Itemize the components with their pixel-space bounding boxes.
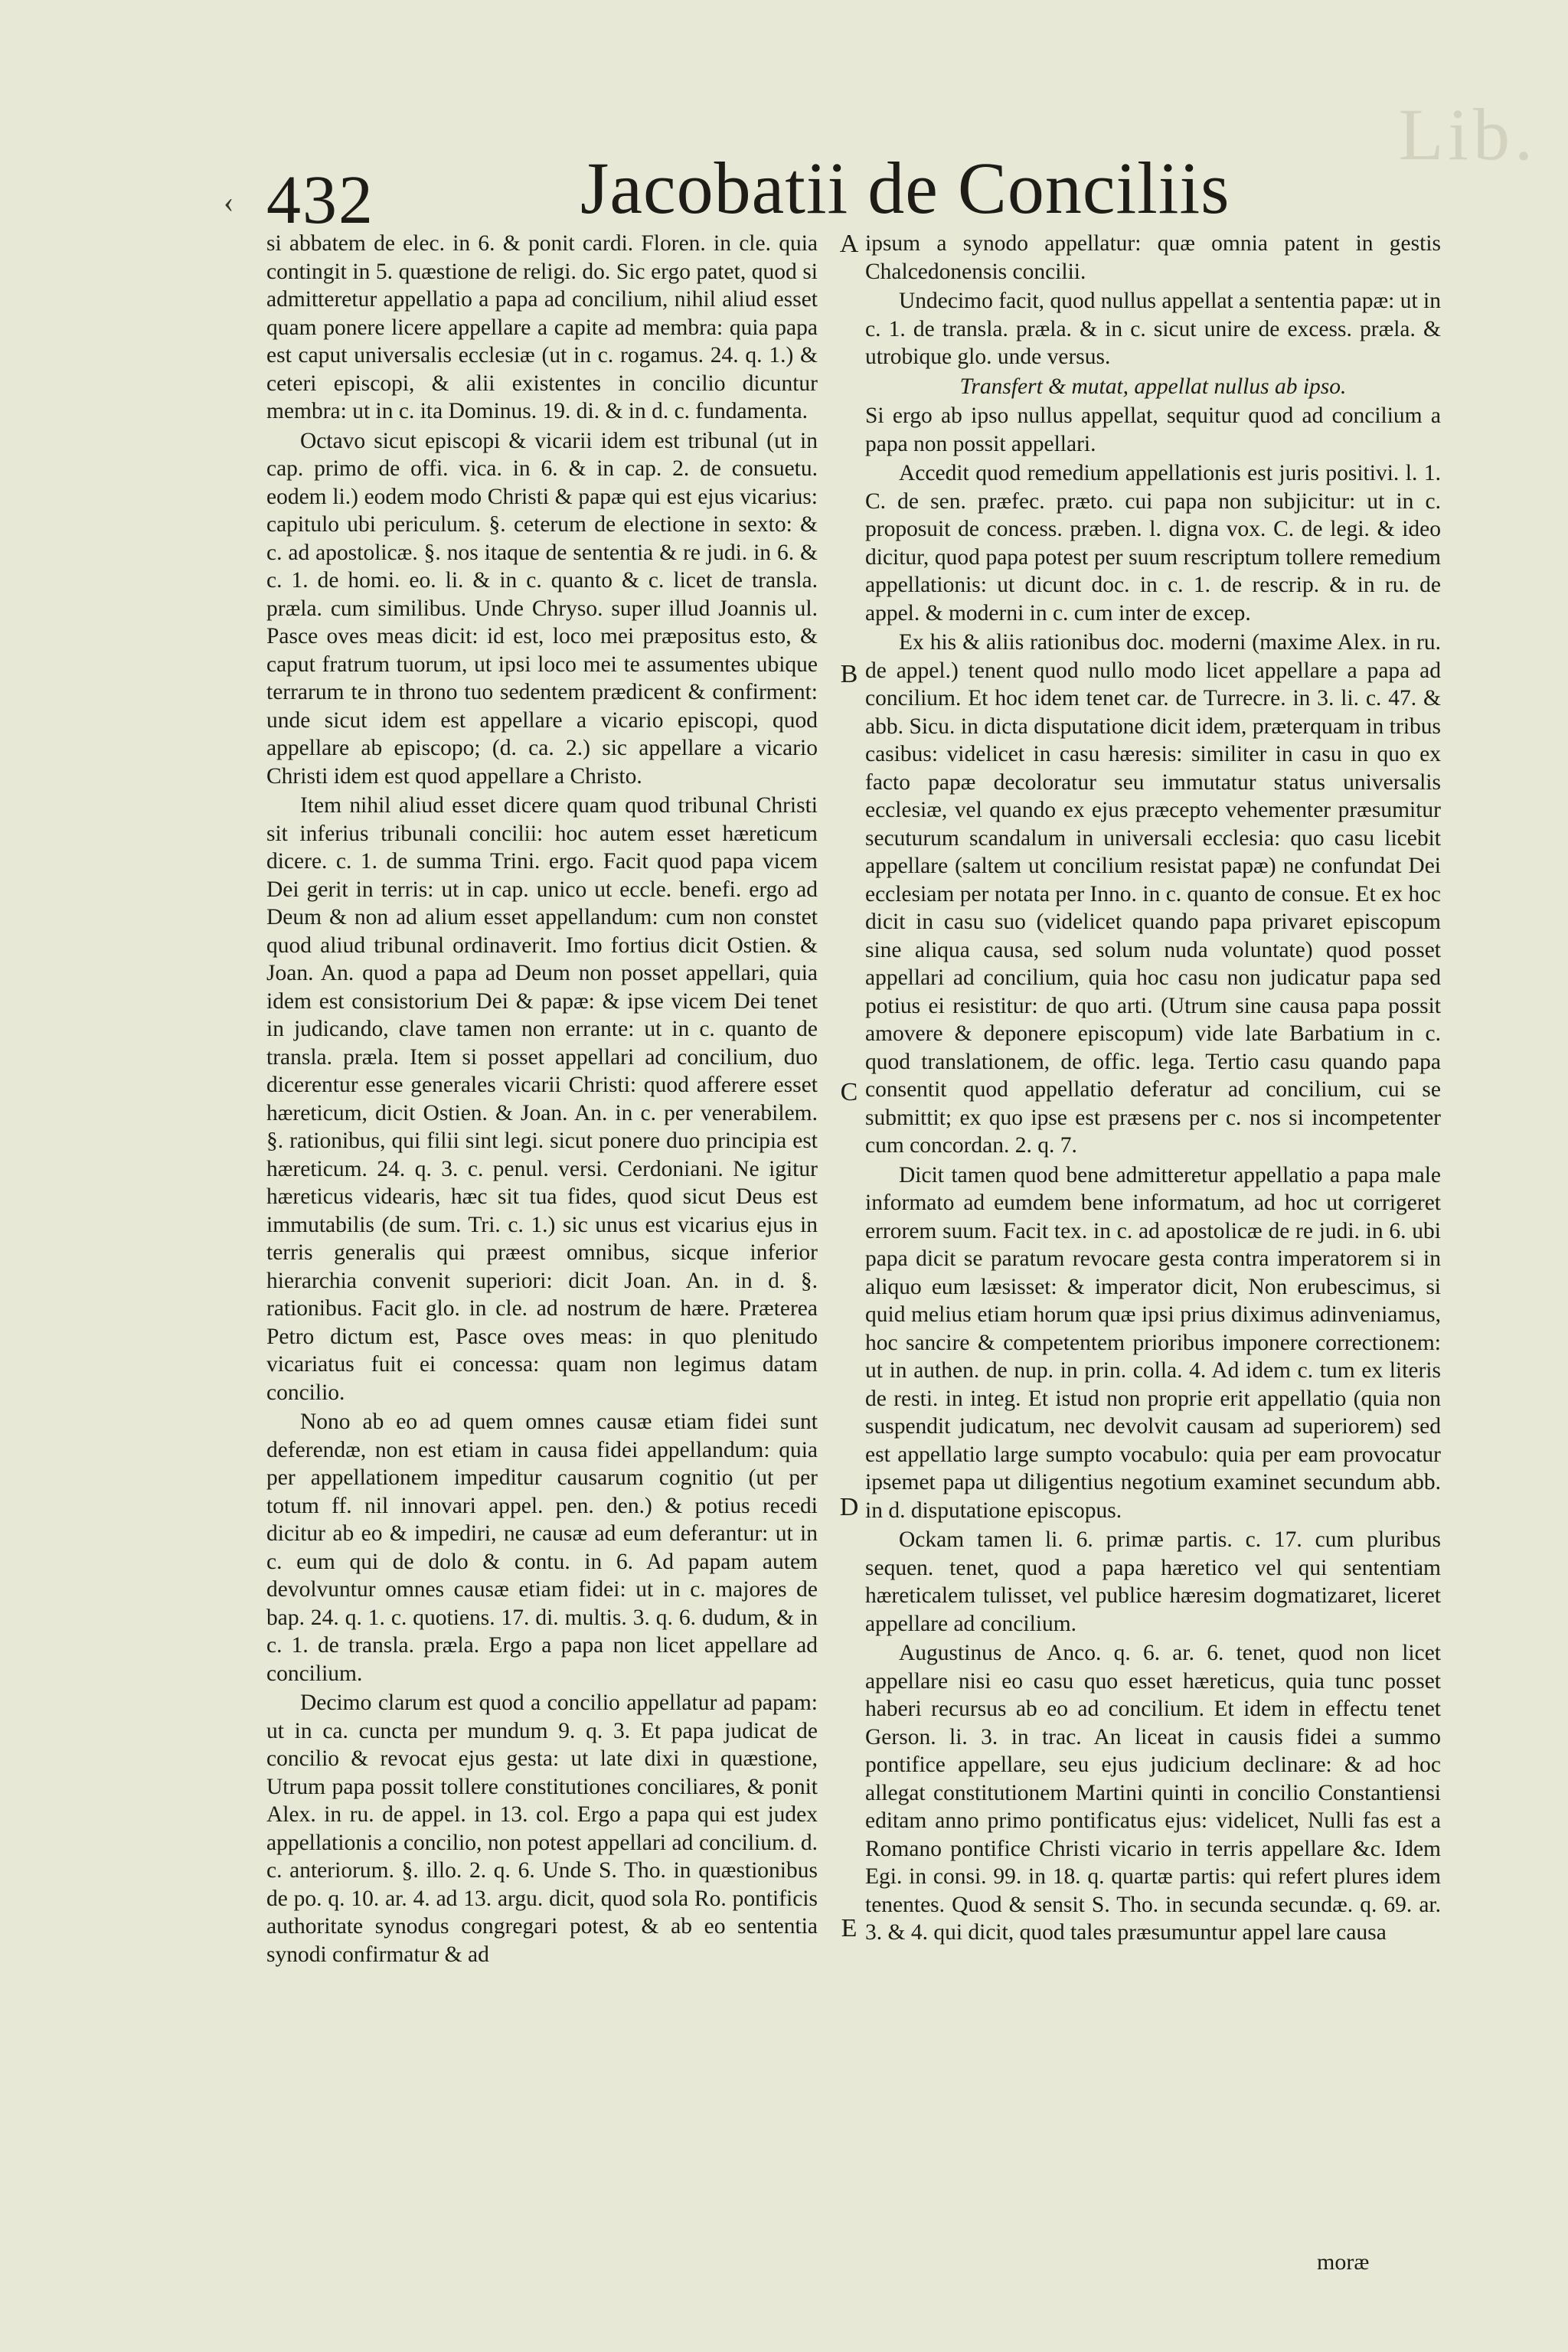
catchword: moræ [1317,2249,1370,2275]
paragraph: Item nihil aliud esset dicere quam quod tribunal Christi sit inferius tribunali concilii: hoc autem esset hæreticum dicere. c. 1. de summa Trini. ergo. Facit quod papa vicem Dei gerit in terris: ut in cap. unico ut eccle. benefi. ergo ad Deum & non ad alium esset appellandum: cum non constet quod aliud tribunal ordinaverit. Imo fortius dicit Ostien. & Joan. An. quod a papa ad Deum non posset appellari, quia idem est consistorium Dei & papæ: & ipse vicem Dei tenet in judicando, clave tamen non errante: ut in c. quanto de transla. præla. Item si posset appellari ad concilium, duo dicerentur esse generales vicarii Christi: quod afferere esset hæreticum, dicit Ostien. & Joan. An. in c. per venerabilem. §. rationibus, qui filii sint legi. sicut ponere duo principia est hæreticum. 24. q. 3. c. penul. versi. Cerdoniani. Ne igitur hæreticus videaris, hæc sit tua fides, quod sicut Deus est immutabilis (de sum. Tri. c. 1.) sic unus est vicarius ejus in terris generalis qui præest omnibus, sicque inferior hierarchia convenit superiori: dicit Joan. An. in d. §. rationibus. Facit glo. in cle. ad nostrum de hære. Præterea Petro dictum est, Pasce oves meas: in quo plenitudo vicariatus fuit ei concessa: quam non legimus datam concilio. [266,793,818,1405]
paragraph: Nono ab eo ad quem omnes causæ etiam fidei sunt deferendæ, non est etiam in causa fidei appellandum: quia per appellationem impeditur causarum cognitio (ut per totum ff. nil innovari appel. pen. den.) & potius recedi dicitur ab eo & impediri, ne causæ ad eum deferantur: ut in c. eum qui de dolo & contu. in 6. Ad papam autem devolvuntur omnes causæ etiam fidei: ut in c. majores de bap. 24. q. 1. c. quotiens. 17. di. multis. 3. q. 6. dudum, & in c. 1. de transla. præla. Ergo a papa non licet appellare ad concilium. [266,1410,818,1686]
paragraph: Octavo sicut episcopi & vicarii idem est tribunal (ut in cap. primo de offi. vica. in 6. & in cap. 2. de consuetu. eodem li.) eodem modo Christi & papæ qui est ejus vicarius: capitulo ubi periculum. §. ceterum de electione in sexto: & c. ad apostolicæ. §. nos itaque de sententia & re judi. in 6. & c. 1. de homi. eo. li. & in c. quanto & c. licet de transla. præla. cum similibus. Unde Chryso. super illud Joannis ul. Pasce oves meas dicit: id est, loco mei præpositus esto, & caput fratrum tuorum, ut ipsi loco mei te assumentes ubique terrarum te in throno tuo sedentem prædicent & confirment: unde sicut idem est appellare a vicario episcopi, quod appellare ab episcopo; (d. ca. 2.) sic appellare a vicario Christi idem est quod appellare a Christo. [266,428,818,789]
paragraph: Augustinus de Anco. q. 6. ar. 6. tenet, quod non licet appellare nisi eo casu quo esset hæreticus, quia tunc posset haberi recursus ab eo ad concilium. Et idem in effectu tenet Gerson. li. 3. in trac. An liceat in causis fidei a summo pontifice appellare, seu ejus judicium declinare: & ad hoc allegat constitutionem Martini quinti in concilio Constantiensi editam anno primo pontificatus ejus: videlicet, Nulli fas est a Romano pontifice Christi vicario in terris appellare &c. Idem Egi. in consi. 99. in 18. q. quartæ partis: qui refert plures idem tenentes. Quod & sensit S. Tho. in secunda secundæ. q. 69. ar. 3. & 4. qui dicit, quod tales præsumuntur appel lare causa [865,1641,1441,1945]
verse-line: Transfert & mutat, appellat nullus ab ipso. [959,374,1347,399]
left-column [266,230,818,1970]
paragraph: Dicit tamen quod bene admitteretur appellatio a papa male informato ad eumdem bene informatum, ad hoc ut corrigeret errorem suum. Facit tex. in c. ad apostolicæ de re judi. in 6. ubi papa dicit se paratum revocare gesta contra imperatorem si in aliquo eum læsisset: & imperator dicit, Non erubescimus, si quid melius etiam horum quæ ipsi prius diximus adinveniamus, hoc sancire & competentem prioribus imponere correctionem: ut in authen. de nup. in prin. colla. 4. Ad idem c. tum ex literis de resti. in integ. Et istud non proprie erit appellatio (quia non suspendit judicatum, nec devolvit causam ad superiorem) sed est appellatio large sumpto vocabulo: quia per eam provocatur ipsemet papa ut diligentius negotium examinet secundum abb. in d. disputatione episcopus. [865,1162,1441,1523]
paragraph: Decimo clarum est quod a concilio appellatur ad papam: ut in ca. cuncta per mundum 9. q. 3. Et papa judicat de concilio & revocat ejus gesta: ut late dixi in quæstione, Utrum papa possit tollere constitutiones conciliares, & ponit Alex. in ru. de appel. in 13. col. Ergo a papa qui est judex appellationis a concilio, non potest appellari ad concilium. d. c. anteriorum. §. illo. 2. q. 6. Unde S. Tho. in quæstionibus de po. q. 10. ar. 4. ad 13. argu. dicit, quod sola Ro. pontificis authoritate synodus congregari potest, & ab eo sententia synodi confirmatur & ad [266,1690,818,1967]
margin-letter-a: A [839,230,859,258]
margin-letter-e: E [841,1914,858,1942]
margin-letter-d: D [839,1493,859,1521]
paragraph: Ex his & aliis rationibus doc. moderni (maxime Alex. in ru. de appel.) tenent quod nullo modo licet appellare a papa ad concilium. Et hoc idem tenet car. de Turrecre. in 3. li. c. 47. & abb. Sicu. in dicta disputatione dicit idem, præterquam in tribus casibus: videlicet in casu hæresis: similiter in casu in quo ex facto papæ decoloratur seu immutatur status universalis ecclesiæ, vel quando ex ejus præcepto vehementer præsumitur secuturum scandalum in universali ecclesia: quo casu licebit appellare (saltem ut concilium resistat papæ) ne confundat Dei ecclesiam per notata per Inno. in c. quanto de consue. Et ex hoc dicit in casu suo (videlicet quando papa privaret episcopum sine aliqua causa, sed solum nuda voluntate) quod posset appellari ad concilium, quia hoc casu non judicatur papa sed potius ei resistitur: de quo arti. (Utrum sine causa papa possit amovere & deponere episcopum) vide late Barbatium in c. quod translationem, de offic. lega. Tertio casu quando papa consentit quod appellatio deferatur ad concilium, cui se submittit; ex quo ipse est præsens per c. nos si incompetenter cum concordan. 2. q. 7. [865,630,1441,1158]
paragraph: Ockam tamen li. 6. primæ partis. c. 17. cum pluribus sequen. tenet, quod a papa hæretico vel qui sententiam hæreticalem tulisset, vel publice hæresim dogmatizaret, liceret appellare ad concilium. [865,1527,1441,1636]
page-header [266,145,1461,237]
paragraph: Undecimo facit, quod nullus appellat a sententia papæ: ut in c. 1. de transla. præla. & in c. sicut unire de excess. præla. & utrobique glo. unde versus. [865,289,1441,369]
margin-letter-c: C [840,1078,858,1106]
bleed-through-text: Lib. [1398,93,1537,175]
right-column [865,230,1441,1949]
paragraph: si abbatem de elec. in 6. & ponit cardi. Floren. in cle. quia contingit in 5. quæstione de religi. do. Sic ergo patet, quod si admitteretur appellatio a papa ad concilium, nihil aliud esset quam ponere licere appellare a capite ad membra: quia papa est caput universalis ecclesiæ (ut in c. rogamus. 24. q. 1.) & ceteri episcopi, & alii existentes in concilio dicuntur membra: ut in c. ita Dominus. 19. di. & in d. c. fundamenta. [266,231,818,423]
running-title: Jacobatii de Conciliis [580,147,1230,229]
paragraph: Accedit quod remedium appellationis est juris positivi. l. 1. C. de sen. præfec. præto. cui papa non subjicitur: ut in c. proposuit de concess. præben. l. digna vox. C. de legi. & ideo dicitur, quod papa potest per suum rescriptum tollere remedium appellationis: ut dicunt doc. in c. 1. de rescrip. & in ru. de appel. & moderni in c. cum inter de excep. [865,461,1441,626]
page-number: 432 [266,162,374,238]
paragraph: Si ergo ab ipso nullus appellat, sequitur quod ad concilium a papa non possit appellari. [865,403,1441,456]
margin-tick: ‹ [224,185,234,219]
margin-letter-b: B [840,660,858,688]
paragraph: ipsum a synodo appellatur: quæ omnia patent in gestis Chalcedonensis concilii. [865,231,1441,284]
